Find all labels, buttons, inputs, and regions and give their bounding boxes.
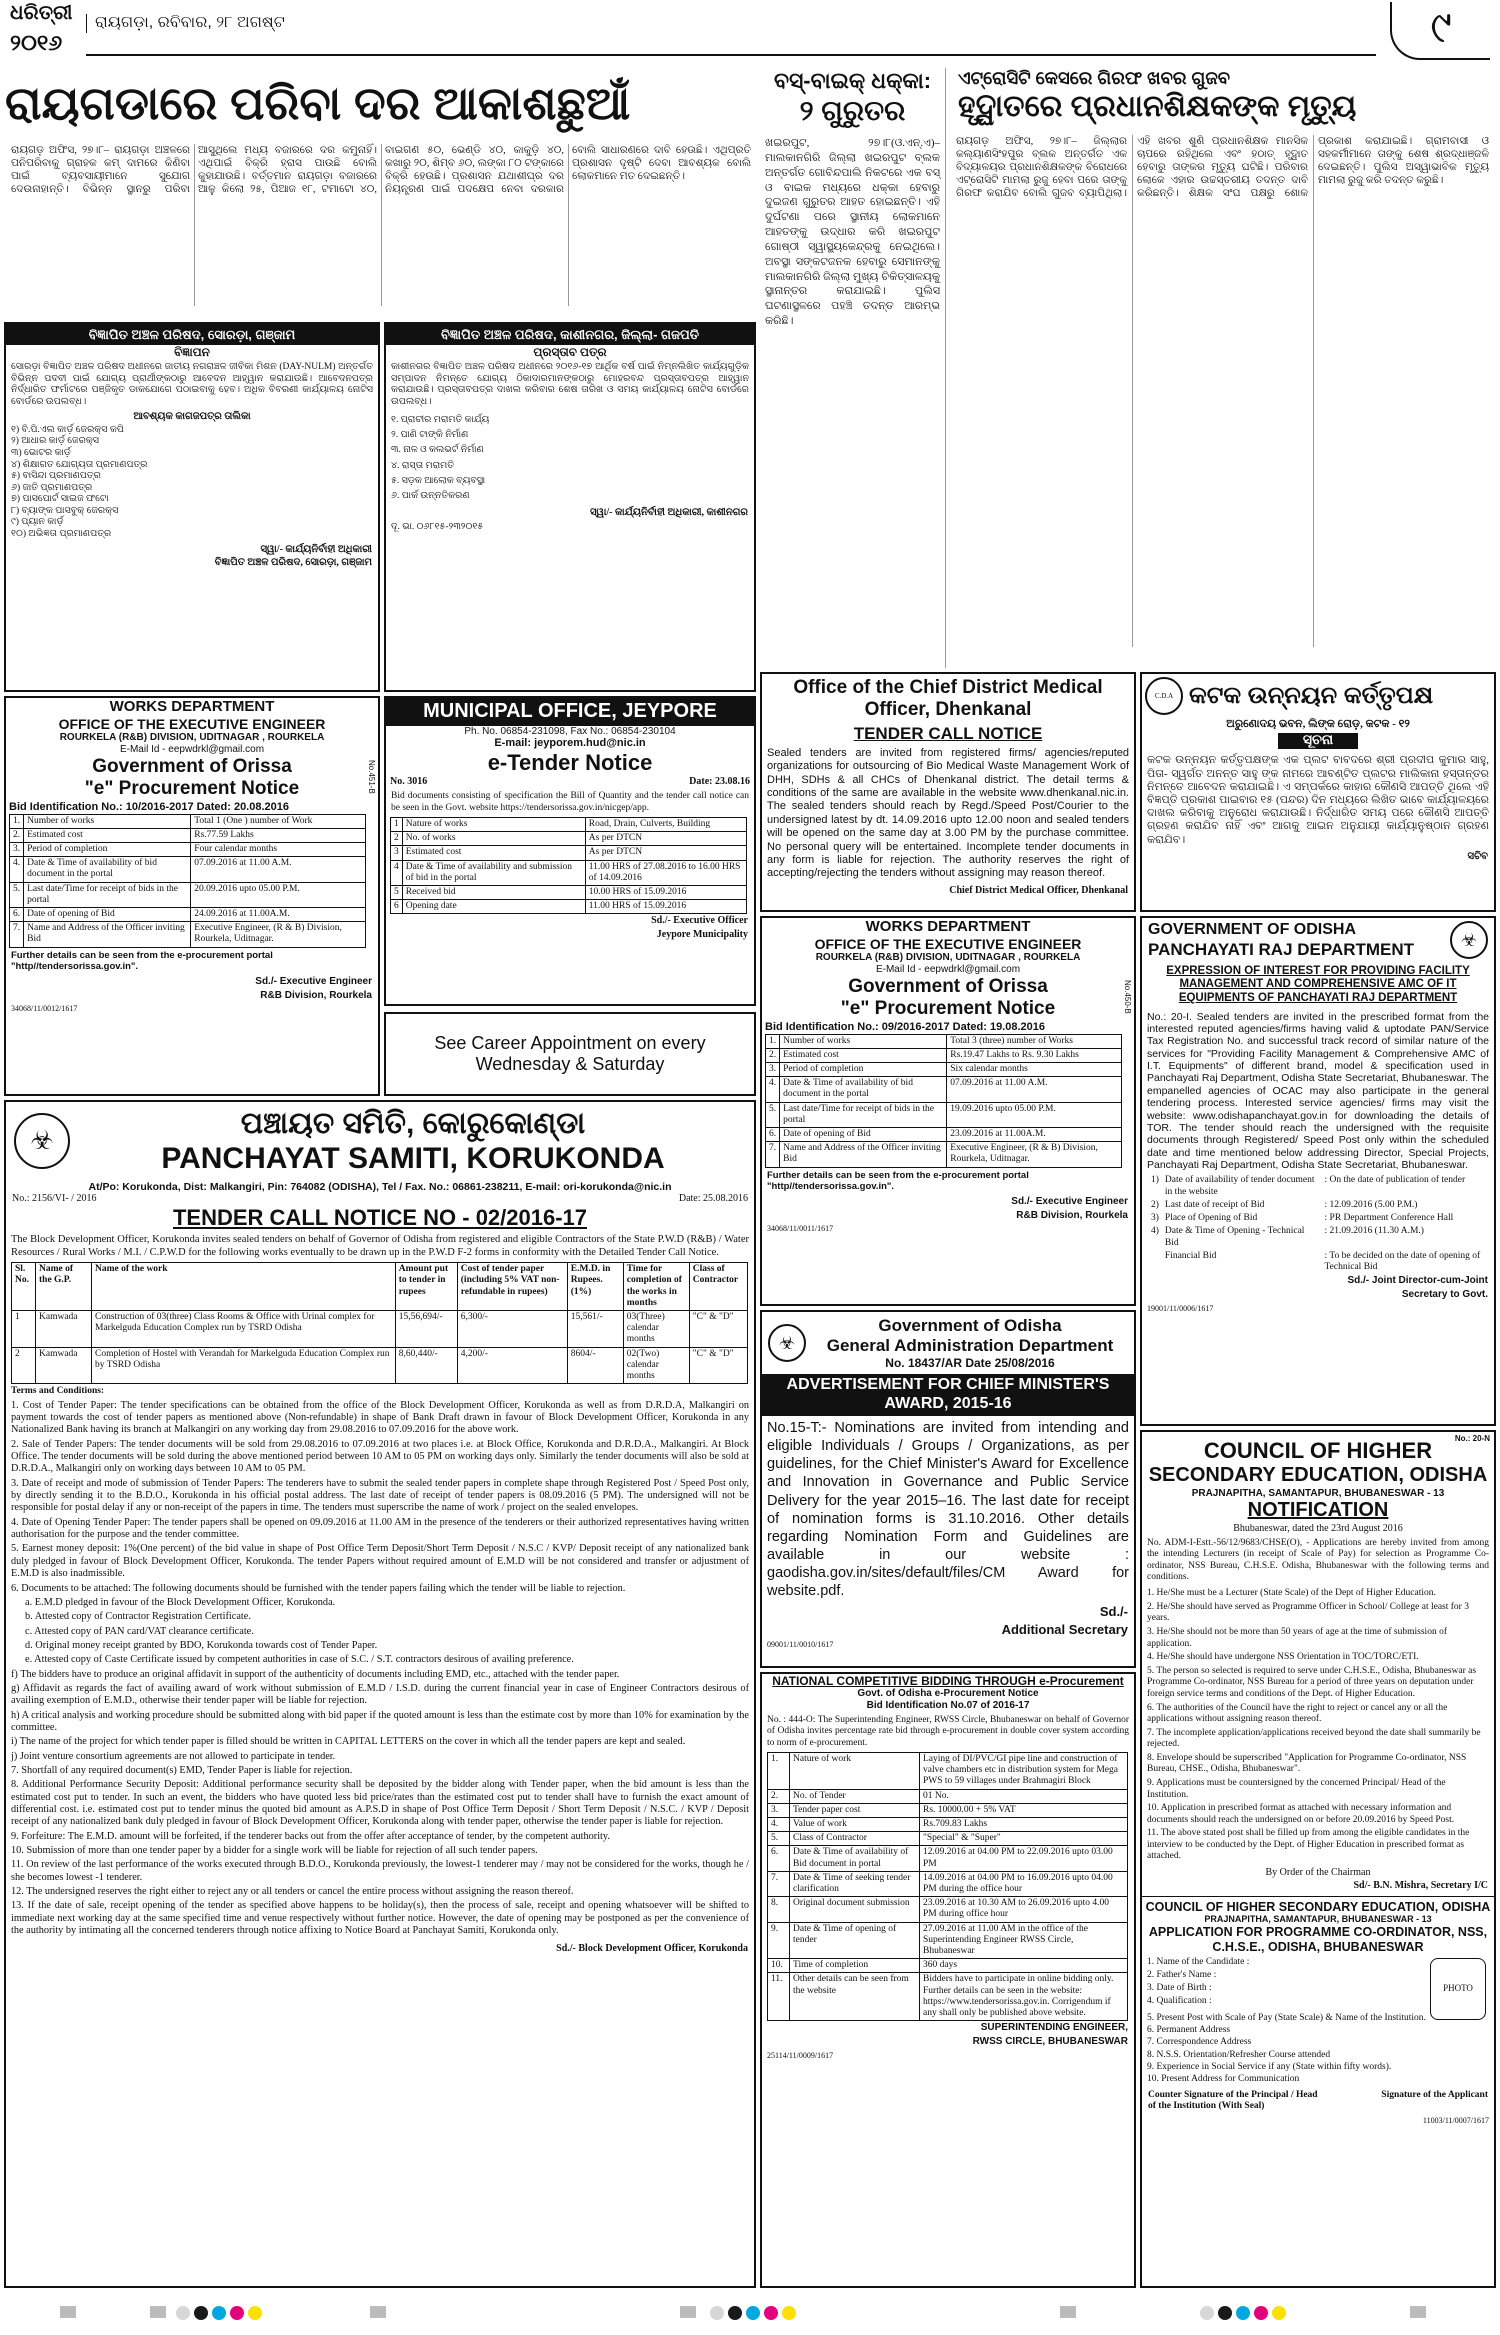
wd2-gov: Government of Orissa xyxy=(848,975,1048,997)
lead-body: ରାୟଗଡ଼ ଅଫିସ, ୨୭।୮– ରାୟଗଡ଼ା ଅଞ୍ଚଳରେ ପନିପରିବାକୁ ଗ୍ରାହକ କମ୍ ଦାମରେ କିଣିବା ପାଇଁ ବ୍ୟବସାୟୀମାନେ ସୁଯୋଗ ଦେଉନାହାନ୍ତି। ବିଭିନ୍ନ ସ୍ଥାନରୁ ପରିବା ଆସୁଥିଲେ ମଧ୍ୟ ବଜାରରେ ଦର କମୁନାହିଁ। ଏଥିପାଇଁ ବିକ୍ରି ହ୍ରାସ ପାଉଛି ବୋଲି କୁହାଯାଉଛି। ବର୍ତ୍ତମାନ ରାୟଗଡ଼ା ବଜାରରେ ଆଳୁ କିଲୋ ୨୫, ପିଆଜ ୧୮, ଟମାଟୋ ୪୦, ବାଇଗଣ ୫୦, ଭେଣ୍ଡି ୪୦, କାକୁଡ଼ି ୪୦, କଖାରୁ ୨୦, ଶିମ୍ବ ୬୦, ଲଙ୍କା ୮୦ ଟଙ୍କାରେ ବିକ୍ରି ହେଉଛି। ପ୍ରଶାସନ ଯଥାଶୀଘ୍ର ଦର ନିୟନ୍ତ୍ରଣ ପାଇଁ ପଦକ୍ଷେପ ନେବା ଦରକାର ବୋଲି ସାଧାରଣରେ ଦାବି ହେଉଛି। ଏଥିପ୍ରତି ପ୍ରଶାସନ ଦୃଷ୍ଟି ଦେବା ଆବଶ୍ୟକ ବୋଲି ଲୋକମାନେ ମତ ଦେଇଛନ୍ତି। xyxy=(11,145,751,196)
jeypore-body: Bid documents consisting of specification the Bill of Quantity and the tender call notice can be seen in the Govt. website https://tendersorissa.gov.in/nicgep/app. xyxy=(391,791,749,813)
korukonda-table xyxy=(11,1262,748,1384)
registration-swatch xyxy=(1236,2306,1250,2320)
form-field: 9. Experience in Social Service if any (State within fifty words). xyxy=(1147,2062,1392,2073)
table-row: 1. Nature of work Laying of DI/PVC/GI pipe line and construction of valve chambers etc in distribution system for Mega PWS to 59 villages under Brahmagiri Block xyxy=(768,1752,1128,1789)
list-item: ୬. ପାର୍କ ଉନ୍ନତିକରଣ xyxy=(391,490,470,501)
gad-dept: General Administration Department xyxy=(826,1336,1114,1356)
lead-headline: ରାୟଗଡାରେ ପରିବା ଦର ଆକାଶଛୁଆଁ xyxy=(5,77,631,129)
table-row: 6. Date of opening of Bid 24.09.2016 at 11.00A.M. xyxy=(10,908,366,922)
term-item: 6. Documents to be attached: The following documents should be furnished with the tender papers failing which the tender will be liable to rejection. xyxy=(11,1582,626,1594)
table-row: 5 Received bid 10.00 HRS of 15.09.2016 xyxy=(391,885,747,899)
registration-swatch xyxy=(194,2306,208,2320)
table-header: Sl. No. Name of the G.P. Name of the work Amount put to tender in rupees Cost of tender paper (including 5% VAT non-refundable in rupees) E.M.D. in Rupees. (1%) Time for completion of the works in months Class of Contractor xyxy=(12,1263,748,1311)
prd-sig2: Secretary to Govt. xyxy=(1401,1288,1488,1300)
table-row: 4 Date & Time of availability and submission of bid in the portal 11.00 HRS of 27.08.2016 to 16.00 HRS of 14.09.2016 xyxy=(391,860,747,885)
term-item: 11. On review of the last performance of the works executed through B.D.O., Korukonda previously, the lowest-1 tenderer may / may not be considered for the works, though he / she becomes lowest -1 tenderer. xyxy=(11,1859,749,1883)
gad-notice xyxy=(760,1310,1136,1668)
chse-tag: No.: 20-N xyxy=(1454,1434,1490,1443)
ncb-code: 25114/11/0009/1617 xyxy=(767,2050,834,2060)
table-row: 4) Date & Time of Opening - Technical Bid : 21.09.2016 (11.30 A.M.) xyxy=(1151,1226,1424,1248)
ganjam-items xyxy=(6,423,378,543)
table-row: 6 Opening date 11.00 HRS of 15.09.2016 xyxy=(391,900,747,914)
chse-dated: Bhubaneswar, dated the 23rd August 2016 xyxy=(1233,1522,1403,1534)
list-item: ୫. ସଡ଼କ ଆଲୋକ ବ୍ୟବସ୍ଥା xyxy=(391,475,486,486)
jeypore-notice-title: e-Tender Notice xyxy=(487,750,653,776)
odisha-emblem-icon: ☣ xyxy=(14,1113,70,1169)
list-item: 10. Application in prescribed format as attached with necessary information and documents should reach the undersigned on or before 20.09.2016 by Speed Post. xyxy=(1147,1803,1455,1825)
list-item: ୧. ପ୍ରାଚୀର ମରାମତି କାର୍ଯ୍ୟ xyxy=(391,415,490,426)
form-field: 4. Qualification : xyxy=(1147,1995,1212,2006)
list-item: 4. He/She should have undergone NSS Orientation in TOC/TORC/ETI. xyxy=(1147,1652,1419,1663)
korukonda-sig: Sd./- Block Development Officer, Korukonda xyxy=(556,1943,748,1955)
jeypore-table xyxy=(390,817,747,914)
wd2-code: 34068/11/0011/1617 xyxy=(767,1224,834,1234)
ncb-notice xyxy=(760,1672,1136,2288)
list-item: 9. Applications must be countersigned by the concerned Principal/ Head of the Institution. xyxy=(1147,1777,1446,1800)
chse-items xyxy=(1142,1586,1494,1867)
registration-swatch xyxy=(764,2306,778,2320)
cda-logo: C.D.A xyxy=(1145,677,1183,715)
wd2-table xyxy=(765,1034,1122,1168)
term-item: 13. If the date of sale, receipt opening of the tender as specified above happens to be holiday(s), then the process of sale, receipt and opening whatsoever will be shifted to immediate next working day at the same specified time and venue respectively without further notice. However, the date of opening may be postponed as per the convenience of the authority by intimating all the concerned tenderers through notice affixing to Notice Board at Panchayat Samiti, Korukonda only. xyxy=(11,1900,749,1937)
ganjam-sig1: ସ୍ୱା/- କାର୍ଯ୍ୟନିର୍ବାହୀ ଅଧିକାରୀ xyxy=(260,543,372,555)
cdmo-sig: Chief District Medical Officer, Dhenkanal xyxy=(949,884,1128,896)
list-item: 1. He/She must be a Lecturer (State Scale) of the Dept of Higher Education. xyxy=(1147,1588,1436,1599)
table-row: 2 No. of works As per DTCN xyxy=(391,832,747,846)
jeypore-notice xyxy=(384,696,756,1006)
chse-code: 11003/11/0007/1617 xyxy=(1422,2116,1489,2126)
gajapati-contact: ଦୂ. ଭା. ୦୬୮୧୫-୨୩୨୦୧୫ xyxy=(391,521,484,532)
table-row: 7. Name and Address of the Officer inviting Bid Executive Engineer, (R & B) Division, Rourkela, Uditnagar. xyxy=(10,922,366,947)
cdmo-body: Sealed tenders are invited from registered firms/ agencies/reputed organizations for outsourcing of Bio Medical Waste Management Work of DHH, SDHs & all CHCs of Dhenkanal district. The detail terms & conditions of the same are available in the website www.dhenkanal.nic.in. The sealed tenders should reach by Regd./Speed Post/Courier to the undersigned latest by dt. 14.09.2016 upto 12.00 noon and sealed tenders will be opened on the same day at 3.00 PM by the purchase committee. No personal query will be entertained. Incomplete tender documents in any form is liable for rejection. The authority reserves the right of accepting/rejecting the tenders without assigning may reason thereof. xyxy=(767,746,1129,880)
gray-bar xyxy=(680,2306,696,2318)
term-item: 2. Sale of Tender Papers: The tender documents will be sold from 29.08.2016 to 07.09.2016 at two places i.e. at Block Office, Korukonda and D.R.D.A., Malkangiri. At Block Office. The tender documents will be sold during the above mentioned period between 10 AM to 05 PM on working days only. Similarly the tender documents will also be sold at D.R.D.A., Malkangiri only on working days between 10 AM to 05 PM. xyxy=(11,1438,749,1475)
wd2-vertical-code: No.450-B xyxy=(1123,980,1132,1014)
list-item: ୨) ଆଧାର କାର୍ଡ଼ ଜେରକ୍ସ xyxy=(11,436,99,447)
jeypore-sig2: Jeypore Municipality xyxy=(656,929,748,941)
wd2-dept: WORKS DEPARTMENT xyxy=(865,918,1031,935)
wd2-office: OFFICE OF THE EXECUTIVE ENGINEER xyxy=(814,935,1082,952)
ncb-sub: Govt. of Odisha e-Procurement Notice xyxy=(857,1688,1039,1700)
form-field: 10. Present Address for Communication xyxy=(1147,2074,1300,2085)
cdmo-subtitle: TENDER CALL NOTICE xyxy=(853,723,1043,743)
wd1-addr: ROURKELA (R&B) DIVISION, UDITNAGAR , ROURKELA xyxy=(59,732,325,744)
career-box xyxy=(384,1012,756,1096)
cda-address: ଅରୁଣୋଦୟ ଭବନ, ଲିଙ୍କ ରୋଡ଼, କଟକ - ୧୨ xyxy=(1226,718,1410,730)
atrocity-story xyxy=(950,68,1495,668)
chse-fields-2 xyxy=(1142,2010,1494,2088)
wd2-sig1: Sd./- Executive Engineer xyxy=(1011,1195,1128,1207)
term-item: 5. Earnest money deposit: 1%(One percent) of the bid value in shape of Post Office Term Deposit/Short Term Deposit / N.S.C / KVP/ Deposit receipt of any nationalized bank duly pledged in favour of Block Development Officer, Korukonda. The tender Papers without required amount of E.M.D will be not considered and transfer or adjustment of E.M.D is also inadmissible. xyxy=(11,1543,749,1580)
cda-subtitle: ସୂଚନା xyxy=(1278,733,1358,750)
cdmo-notice xyxy=(760,672,1136,912)
jeypore-email: E-mail: jeyporem.hud@nic.in xyxy=(494,737,646,750)
form-field: 5. Present Post with Scale of Pay (State Scale) & Name of the Institution. xyxy=(1147,2012,1426,2023)
prd-notice xyxy=(1140,916,1496,1426)
table-row: 6. Date of opening of Bid 23.09.2016 at 11.00A.M. xyxy=(766,1128,1122,1142)
ganjam-subhead: ବିଜ୍ଞାପନ xyxy=(174,345,210,360)
term-item: c. Attested copy of PAN card/VAT clearance certificate. xyxy=(25,1625,254,1637)
gajapati-header: ବିଜ୍ଞାପିତ ଅଞ୍ଚଳ ପରିଷଦ, କାଶୀନଗର, ଜିଲ୍ଲା- ଗଜପତି xyxy=(386,324,754,345)
gad-code: 09001/11/0010/1617 xyxy=(767,1639,834,1649)
list-item: 11. The above stated post shall be filled up from among the eligible candidates in the interview to be conducted by the Dept. of Higher Education in prescribed format as attached. xyxy=(1147,1828,1470,1862)
cda-title: କଟକ ଉନ୍ନୟନ କର୍ତ୍ତୃପକ୍ଷ xyxy=(1189,681,1434,709)
photo-box: PHOTO xyxy=(1430,1958,1486,2020)
list-item: ୫) ବାସିନ୍ଦା ପ୍ରମାଣପତ୍ର xyxy=(11,471,101,482)
ncb-sig1: SUPERINTENDING ENGINEER, xyxy=(980,2022,1128,2034)
career-line-1: See Career Appointment on every xyxy=(434,1032,706,1053)
wd1-email: E-Mail Id - eepwdrkl@gmail.com xyxy=(119,744,265,755)
korukonda-odia-title: ପଞ୍ଚାୟତ ସମିତି, କୋରୁକୋଣ୍ଡା xyxy=(240,1107,586,1140)
korukonda-addr: At/Po: Korukonda, Dist: Malkangiri, Pin: 764082 (ODISHA), Tel / Fax. No.: 06861-238211, E-mail: ori-korukonda@nic.in xyxy=(88,1180,672,1193)
ganjam-sig2: ବିଜ୍ଞାପିତ ଅଞ୍ଚଳ ପରିଷଦ, ସୋରଡ଼ା, ଗଞ୍ଜାମ xyxy=(214,557,372,569)
gajapati-subhead: ପ୍ରସ୍ତାବ ପତ୍ର xyxy=(533,345,607,360)
term-item: 12. The undersigned reserves the right either to reject any or all tenders or cancel the entire process without assigning the reason thereof. xyxy=(11,1886,574,1898)
cda-notice xyxy=(1140,672,1496,912)
jeypore-title: MUNICIPAL OFFICE, JEYPORE xyxy=(386,698,754,726)
wd2-email: E-Mail Id - eepwdrkl@gmail.com xyxy=(875,964,1021,975)
works-dept-notice-2 xyxy=(760,916,1136,1306)
prd-body: No.: 20-I. Sealed tenders are invited in the prescribed format from the interested reputed agencies/firms having valid & uptodate PAN/Service Tax Registration No. and successful track record of similar nature of the services for "Providing Facility Management & Comprehensive AMC of I.T. Equipments" of different brand, model & specification used in Panchayati Raj Department, Odisha State Secretariat, Bhubaneswar. The empanelled agencies of OCAC may also participate in the general tendering process. Interested service agencies/ firms may visit the website: www.odishapanchayat.gov.in for downloading the details of TOR. The tender should reach the undersigned with the requisite documents through Registered/ Speed Post only within the scheduled date and time mentioned below addressing Director, Special Projects, Panchayati Raj Department, Odisha State Secretariat, Bhubaneswar. xyxy=(1147,1010,1489,1172)
jeypore-no: No. 3016 xyxy=(390,776,428,788)
table-row: 2) Last date of receipt of Bid : 12.09.2016 (5.00 P.M.) xyxy=(1151,1199,1418,1210)
page-number: ୯ xyxy=(1390,2,1490,60)
list-item: ୩. ନାଳ ଓ କଲଭର୍ଟ ନିର୍ମାଣ xyxy=(391,445,484,456)
odisha-emblem-icon: ☣ xyxy=(1450,921,1488,959)
form-field: 8. N.S.S. Orientation/Refresher Course attended xyxy=(1147,2049,1331,2060)
gray-bar xyxy=(150,2306,166,2318)
odisha-emblem-icon: ☣ xyxy=(768,1324,806,1362)
list-item: ୯) ପ୍ୟାନ କାର୍ଡ଼ xyxy=(11,517,64,528)
term-item: g) Affidavit as regards the fact of availing award of work without submission of E.M.D / I.S.D. during the current financial year in case of Engineer Contractors desirous of availing exemption of E.M.D., otherwise their tender paper will be liable for rejection. xyxy=(11,1682,749,1707)
table-row: 5. Last date/Time for receipt of bids in the portal 19.09.2016 upto 05.00 P.M. xyxy=(766,1102,1122,1127)
list-item: ୨. ପାଣି ଟାଙ୍କି ନିର୍ମାଣ xyxy=(391,430,469,441)
wd1-table xyxy=(9,814,366,948)
table-row: Financial Bid : To be decided on the date of opening of Technical Bid xyxy=(1164,1250,1481,1272)
gad-no: No. 18437/AR Date 25/08/2016 xyxy=(885,1356,1055,1371)
brand-logo: ଧରିତ୍ରୀ xyxy=(10,2,73,24)
table-row: 3. Tender paper cost Rs. 10000.00 + 5% VAT xyxy=(768,1803,1128,1817)
korukonda-terms xyxy=(6,1400,754,1943)
ncb-bidno: Bid Identification No.07 of 2016-17 xyxy=(866,1699,1030,1711)
dateline: ରାୟଗଡ଼ା, ରବିବାର, ୨୮ ଅଗଷ୍ଟ xyxy=(86,14,386,33)
term-item: h) A critical analysis and working procedure should be submitted along with bid paper if the quoted amount is less than the estimate cost by more than 10% for examination by the committee. xyxy=(11,1709,749,1733)
list-item: ୪. ରାସ୍ତା ମରାମତି xyxy=(391,460,455,471)
ganjam-notice xyxy=(4,322,380,692)
table-row: 2 Kamwada Completion of Hostel with Verandah for Markelguda Education Complex run by TSRD Odisha 8,60,440/- 4,200/- 8604/- 02(Two) calendar months "C" & "D" xyxy=(12,1347,748,1384)
term-item: 7. Shortfall of any required document(s) EMD, Tender Paper is liable for rejection. xyxy=(11,1764,353,1776)
wd1-sig1: Sd./- Executive Engineer xyxy=(255,975,372,987)
wd2-sig2: R&B Division, Rourkela xyxy=(1016,1209,1128,1221)
list-item: ୪) ଶିକ୍ଷାଗତ ଯୋଗ୍ୟତା ପ୍ରମାଣପତ୍ର xyxy=(11,459,148,470)
ncb-title: NATIONAL COMPETITIVE BIDDING THROUGH e-Procurement xyxy=(772,1674,1124,1688)
table-row: 2. Estimated cost Rs.19.47 Lakhs to Rs. 9.30 Lakhs xyxy=(766,1048,1122,1062)
table-row: 1) Date of availability of tender document in the website : On the date of publication of tender xyxy=(1151,1175,1466,1197)
wd1-notice: "e" Procurement Notice xyxy=(84,778,300,800)
wd1-dept: WORKS DEPARTMENT xyxy=(109,698,275,715)
registration-swatch xyxy=(710,2306,724,2320)
term-item: f) The bidders have to produce an original affidavit in support of the authenticity of documents including EMD, etc., attached with the tender paper. xyxy=(11,1668,620,1680)
table-row: 8. Original document submission 23.09.2016 at 10.30 AM to 26.09.2016 upto 4.00 PM during office hour xyxy=(768,1897,1128,1922)
atrocity-body: ରାୟଗଡ଼ ଅଫିସ, ୨୭।୮– ଜିଲ୍ଲାର କଲ୍ୟାଣସିଂହପୁର ବ୍ଲକ ଅନ୍ତର୍ଗତ ଏକ ବିଦ୍ୟାଳୟର ପ୍ରଧାନଶିକ୍ଷକଙ୍କ ବିରୋଧରେ ଏଟ୍ରୋସିଟି ମାମଲା ରୁଜୁ ହେବା ପରେ ତାଙ୍କୁ ଗିରଫ କରାଯିବ ବୋଲି ଗୁଜବ ବ୍ୟାପିଥିଲା। ଏହି ଖବର ଶୁଣି ପ୍ରଧାନଶିକ୍ଷକ ମାନସିକ ଚାପରେ ରହିଥିଲେ ଏବଂ ହଠାତ୍ ହୃଦ୍ଘାତ ହେବାରୁ ତାଙ୍କର ମୃତ୍ୟୁ ଘଟିଛି। ପରିବାର ଲୋକେ ଏହାର ଉଚ୍ଚସ୍ତରୀୟ ତଦନ୍ତ ଦାବି କରିଛନ୍ତି। ଶିକ୍ଷକ ସଂଘ ପକ୍ଷରୁ ଶୋକ ପ୍ରକାଶ କରାଯାଇଛି। ଗ୍ରାମବାସୀ ଓ ସହକର୍ମୀମାନେ ତାଙ୍କୁ ଶେଷ ଶ୍ରଦ୍ଧାଞ୍ଜଳି ଦେଇଛନ୍ତି। ପୁଲିସ ଅସ୍ୱାଭାବିକ ମୃତ୍ୟୁ ମାମଲା ରୁଜୁ କରି ତଦନ୍ତ କରୁଛି। xyxy=(956,135,1489,200)
term-item: i) The name of the project for which tender paper is filled should be written in CAPITAL LETTERS on the cover in which all the tender papers are kept and sealed. xyxy=(11,1736,686,1748)
works-dept-notice-1 xyxy=(4,696,380,1096)
prd-table xyxy=(1148,1174,1486,1274)
wd2-addr: ROURKELA (R&B) DIVISION, UDITNAGAR , ROURKELA xyxy=(815,952,1081,964)
masthead-rule xyxy=(86,54,1376,56)
term-item: j) Joint venture consortium agreements are not allowed to participate in tender. xyxy=(11,1750,336,1762)
table-row: 7. Name and Address of the Officer inviting Bid Executive Engineer, (R & B) Division, Rourkela, Uditnagar. xyxy=(766,1142,1122,1167)
brand-year: ୨୦୧୬ xyxy=(10,30,63,55)
list-item: 8. Envelope should be superscribed "Application for Programme Co-ordinator, NSS Bureau, CHSE., Odisha, Bhubaneswar". xyxy=(1147,1752,1467,1775)
korukonda-notice xyxy=(4,1100,756,2288)
gajapati-body: କାଶୀନଗର ବିଜ୍ଞାପିତ ଅଞ୍ଚଳ ପରିଷଦ ଅଧୀନରେ ୨୦୧୬-୧୭ ଆର୍ଥିକ ବର୍ଷ ପାଇଁ ନିମ୍ନଲିଖିତ କାର୍ଯ୍ୟଗୁଡ଼ିକ ସମ୍ପାଦନ ନିମନ୍ତେ ଯୋଗ୍ୟ ଠିକାଦାରମାନଙ୍କଠାରୁ ମୋହରବନ୍ଦ ପ୍ରସ୍ତାବପତ୍ର ଆହ୍ୱାନ କରାଯାଉଛି। ପ୍ରସ୍ତାବପତ୍ର ଦାଖଲ କରିବାର ଶେଷ ତାରିଖ ଓ ସମୟ କାର୍ଯ୍ୟାଳୟ ନୋଟିସ ବୋର୍ଡରେ ଉପଲବ୍ଧ। xyxy=(391,362,749,407)
korukonda-date: Date: 25.08.2016 xyxy=(678,1193,748,1205)
list-item: 3. He/She should not be more than 50 years of age at the time of submission of application. xyxy=(1147,1627,1447,1649)
table-row: 1 Nature of works Road, Drain, Culverts, Building xyxy=(391,817,747,831)
table-row: 3. Period of completion Four calendar months xyxy=(10,842,366,856)
list-item: ୭) ପାସପୋର୍ଟ ସାଇଜ ଫଟୋ xyxy=(11,494,109,505)
masthead xyxy=(0,0,1500,64)
prd-dept: PANCHAYATI RAJ DEPARTMENT xyxy=(1148,939,1415,959)
prd-gov: GOVERNMENT OF ODISHA xyxy=(1148,921,1357,938)
cda-body: କଟକ ଉନ୍ନୟନ କର୍ତ୍ତୃପକ୍ଷଙ୍କ ଏକ ପ୍ଲଟ ବାବଦରେ ଶ୍ରୀ ପ୍ରଦୀପ କୁମାର ସାହୁ, ପିତା- ସ୍ୱର୍ଗତ ଅନନ୍ତ ସାହୁ ଙ୍କ ନାମରେ ଆବଣ୍ଟିତ ପ୍ଲଟର ମାଲିକାନା ହସ୍ତାନ୍ତର ନିମନ୍ତେ ଆବେଦନ କରାଯାଇଛି। ଏ ସମ୍ପର୍କରେ କାହାର କୌଣସି ଆପତ୍ତି ଥିଲେ ଏହି ବିଜ୍ଞପ୍ତି ପ୍ରକାଶ ପାଇବାର ୧୫ (ପନ୍ଦର) ଦିନ ମଧ୍ୟରେ ଲିଖିତ ଭାବେ କାର୍ଯ୍ୟାଳୟରେ ଦାଖଲ କରିବାକୁ ଅନୁରୋଧ କରାଯାଉଛି। ନିର୍ଦ୍ଧାରିତ ସମୟ ପରେ କୌଣସି ଆପତ୍ତି ଗ୍ରହଣ କରାଯିବ ନାହିଁ ଏବଂ ଆଗକୁ ଆଇନ ଅନୁଯାୟୀ କାର୍ଯ୍ୟାନୁଷ୍ଠାନ ଗ୍ରହଣ କରାଯିବ। xyxy=(1147,754,1489,846)
gray-bar xyxy=(370,2306,386,2318)
term-item: 3. Date of receipt and mode of submission of Tender Papers: The tenderers have to submit the sealed tender papers in complete shape through Registered Post / Speed Post only, by directly sending it to the B.D.O., Korukonda in his official postal address. The last date of receipt of tender papers is 08.09.2016 (5 PM). The undersigned will not be responsible for postal delay if any or non-receipt of the papers in time. The tenders must superscribe the name of work / project on the sealed envelopes. xyxy=(11,1477,749,1514)
list-item: ୩) ଭୋଟର କାର୍ଡ଼ xyxy=(11,448,71,458)
korukonda-notice-title: TENDER CALL NOTICE NO - 02/2016-17 xyxy=(172,1204,588,1230)
term-item: d. Original money receipt granted by BDO, Korukonda towards cost of Tender Paper. xyxy=(25,1639,378,1651)
list-item: ୧) ବି.ପି.ଏଲ କାର୍ଡ଼ ଜେରକ୍ସ କପି xyxy=(11,424,124,435)
chse-notif: NOTIFICATION xyxy=(1247,1499,1389,1522)
list-item: ୧୦) ଅଭିଜ୍ଞତା ପ୍ରମାଣପତ୍ର xyxy=(11,529,112,540)
wd1-code: 34068/11/0012/1617 xyxy=(11,1004,78,1014)
cda-sig: ସଚିବ xyxy=(1467,850,1488,862)
list-item: 6. The authorities of the Council have the right to reject or cancel any or all the applications without assigning reason thereof. xyxy=(1147,1702,1448,1725)
prd-code: 19001/11/0006/1617 xyxy=(1147,1303,1214,1313)
ganjam-header: ବିଜ୍ଞାପିତ ଅଞ୍ଚଳ ପରିଷଦ, ସୋରଡ଼ା, ଗଞ୍ଜାମ xyxy=(6,324,378,345)
chse-form-head-2: APPLICATION FOR PROGRAMME CO-ORDINATOR, NSS, C.H.S.E., ODISHA, BHUBANESWAR xyxy=(1148,1924,1488,1954)
table-row: 5. Last date/Time for receipt of bids in the portal 20.09.2016 upto 05.00 P.M. xyxy=(10,882,366,907)
wd1-vertical-code: No.451-B xyxy=(367,760,376,794)
chse-title-1: COUNCIL OF HIGHER xyxy=(1203,1438,1433,1463)
jeypore-phone: Ph. No. 06854-231098, Fax No.: 06854-230104 xyxy=(464,725,676,737)
registration-swatch xyxy=(248,2306,262,2320)
registration-swatch xyxy=(230,2306,244,2320)
term-item: 1. Cost of Tender Paper: The tender specifications can be obtained from the office of the Block Development Officer, Korukonda as well as from D.R.D.A, Malkangiri on payment towards the cost of tender papers as mentioned above (Non-refundable) in shape of Bank Draft drawn in favour of Block Development Officer, Korukonda in any Nationalized Bank having its branch at Malkangiri on any working day from 29.08.2016 to 07.09.2016 for the above work. xyxy=(11,1399,749,1436)
term-item: b. Attested copy of Contractor Registration Certificate. xyxy=(25,1611,251,1623)
chse-addr: PRAJNAPITHA, SAMANTAPUR, BHUBANESWAR - 13 xyxy=(1191,1487,1445,1499)
prd-sig1: Sd./- Joint Director-cum-Joint xyxy=(1347,1275,1488,1287)
wd1-further: Further details can be seen from the e-procurement portal "http//tendersorissa.gov.in". xyxy=(11,949,273,973)
table-row: 4. Date & Time of availability of bid document in the portal 07.09.2016 at 11.00 A.M. xyxy=(766,1077,1122,1102)
registration-swatch xyxy=(1200,2306,1214,2320)
table-row: 3. Period of completion Six calendar months xyxy=(766,1062,1122,1076)
registration-swatch xyxy=(1272,2306,1286,2320)
table-row: 2. Estimated cost Rs.77.59 Lakhs xyxy=(10,828,366,842)
cdmo-title: Office of the Chief District Medical Officer, Dhenkanal xyxy=(793,677,1103,720)
table-row: 1. Number of works Total 1 (One ) number of Work xyxy=(10,814,366,828)
career-line-2: Wednesday & Saturday xyxy=(475,1054,665,1074)
gad-gov: Government of Odisha xyxy=(878,1316,1062,1335)
registration-swatch xyxy=(728,2306,742,2320)
registration-swatch xyxy=(782,2306,796,2320)
jeypore-sig1: Sd./- Executive Officer xyxy=(651,915,748,927)
jeypore-date: Date: 23.08.16 xyxy=(689,776,750,788)
chse-notice xyxy=(1140,1430,1496,2288)
wd1-office: OFFICE OF THE EXECUTIVE ENGINEER xyxy=(58,715,326,732)
bus-headline: ବସ୍-ବାଇକ୍ ଧକ୍କା: xyxy=(773,68,932,93)
list-item: 7. The incomplete application/applications received beyond the date shall summarily be rejected. xyxy=(1147,1727,1481,1750)
form-field: 2. Father's Name : xyxy=(1147,1970,1217,1981)
form-field: 7. Correspondence Address xyxy=(1147,2037,1252,2048)
registration-swatch xyxy=(1254,2306,1268,2320)
gajapati-sig: ସ୍ୱା/- କାର୍ଯ୍ୟନିର୍ବାହୀ ଅଧିକାରୀ, କାଶୀନଗର xyxy=(590,507,748,519)
wd2-notice: "e" Procurement Notice xyxy=(840,998,1056,1020)
atrocity-headline: ହୃଦ୍ଘାତରେ ପ୍ରଧାନଶିକ୍ଷକଙ୍କ ମୃତ୍ୟୁ xyxy=(958,90,1357,124)
ncb-body: No. : 444-O: The Superintending Engineer, RWSS Circle, Bhubaneswar on behalf of Governor of Odisha invites percentage rate bid through e-procurement in double cover system according to norm of e-procurement. xyxy=(767,1714,1129,1748)
chse-order: By Order of the Chairman xyxy=(1265,1867,1371,1879)
wd2-bid: Bid Identification No.: 09/2016-2017 Dated: 19.08.2016 xyxy=(765,1020,1046,1033)
table-row: 4. Value of work Rs.709.83 Lakhs xyxy=(768,1817,1128,1831)
prd-eoi: EXPRESSION OF INTEREST FOR PROVIDING FACILITY MANAGEMENT AND COMPREHENSIVE AMC OF IT EQUIPMENTS OF PANCHAYATI RAJ DEPARTMENT xyxy=(1166,964,1470,1005)
ganjam-body: ସୋରଡ଼ା ବିଜ୍ଞାପିତ ଅଞ୍ଚଳ ପରିଷଦ ଅଧୀନରେ ଜାତୀୟ ନଗରାଞ୍ଚଳ ଜୀବିକା ମିଶନ (DAY-NULM) ଅନ୍ତର୍ଗତ ବିଭିନ୍ନ ପଦବୀ ପାଇଁ ଯୋଗ୍ୟ ପ୍ରାର୍ଥୀଙ୍କଠାରୁ ଆବେଦନ ଆହ୍ୱାନ କରାଯାଉଛି। ଆବେଦନପତ୍ର ନିର୍ଦ୍ଧାରିତ ଫର୍ମାଟରେ ପଞ୍ଜିକୃତ ଡାକଯୋଗେ ପଠାଇବାକୁ ହେବ। ଅଧିକ ବିବରଣୀ କାର୍ଯ୍ୟାଳୟ ନୋଟିସ ବୋର୍ଡରେ ଉପଲବ୍ଧ। xyxy=(11,362,373,407)
term-item: 4. Date of Opening Tender Paper: The tender papers shall be opened on 09.09.2016 at 11.00 AM in the presence of the tenderers or their authorized representatives having written authorisation for the purpose and the tender committee. xyxy=(11,1516,749,1541)
bus-body: ଖଇରପୁଟ, ୨୭।୮(ଓ.ଏନ୍.ଏ)– ମାଲକାନଗିରି ଜିଲ୍ଲା ଖଇରପୁଟ ବ୍ଲକ ଅନ୍ତର୍ଗତ ଗୋବିନ୍ଦପାଲି ନିକଟରେ ଏକ ବସ୍ ଓ ବାଇକ ମଧ୍ୟରେ ଧକ୍କା ହେବାରୁ ଦୁଇଜଣ ଗୁରୁତର ଆହତ ହୋଇଛନ୍ତି। ଏହି ଦୁର୍ଘଟଣା ପରେ ସ୍ଥାନୀୟ ଲୋକମାନେ ଆହତଙ୍କୁ ଉଦ୍ଧାର କରି ଖଇରପୁଟ ଗୋଷ୍ଠୀ ସ୍ୱାସ୍ଥ୍ୟକେନ୍ଦ୍ରକୁ ନେଇଥିଲେ। ଅବସ୍ଥା ସଙ୍କଟଜନକ ହେବାରୁ ସେମାନଙ୍କୁ ମାଲକାନଗିରି ଜିଲ୍ଲା ମୁଖ୍ୟ ଚିକିତ୍ସାଳୟକୁ ସ୍ଥାନାନ୍ତର କରାଯାଇଛି। ପୁଲିସ ଘଟଣାସ୍ଥଳରେ ପହଞ୍ଚି ତଦନ୍ତ ଆରମ୍ଭ କରିଛି। xyxy=(765,136,940,328)
gray-bar xyxy=(1410,2306,1426,2318)
list-item: ୬) ଜାତି ପ୍ରମାଣପତ୍ର xyxy=(11,482,93,493)
table-row: 1. Number of works Total 3 (three) number of Works xyxy=(766,1034,1122,1048)
chse-sign-left: Counter Signature of the Principal / Head of the Institution (With Seal) xyxy=(1148,2089,1318,2111)
gajapati-notice xyxy=(384,322,756,692)
registration-marks xyxy=(0,2296,1500,2332)
gray-bar xyxy=(1060,2306,1076,2318)
korukonda-title: PANCHAYAT SAMITI, KORUKONDA xyxy=(161,1142,665,1176)
list-item: ୮) ବ୍ୟାଙ୍କ ପାସବୁକ୍ ଜେରକ୍ସ xyxy=(11,505,119,516)
gajapati-items xyxy=(386,411,754,506)
wd1-sig2: R&B Division, Rourkela xyxy=(260,989,372,1001)
gad-sig1: Sd./- xyxy=(1099,1604,1128,1620)
list-item: 5. The person so selected is required to serve under C.H.S.E., Odisha, Bhubaneswar as Programme Co-ordinator, NSS Bureau for a period of three years on deputation under foreign service terms and conditions of the Dept. of Higher Education. xyxy=(1147,1665,1477,1699)
form-field: 6. Permanent Address xyxy=(1147,2025,1231,2036)
chse-body: No. ADM-I-Estt.-56/12/9683/CHSE(O), - Applications are hereby invited from among the intending Lecturers (in receipt of Scale of Pay) for selection as Programme Co-ordinator, NSS Bureau, C.H.S.E. Odisha, Bhubaneswar with the following terms and conditions. xyxy=(1147,1537,1489,1582)
table-row: 9. Date & Time of opening of tender 27.09.2016 at 11.00 AM in the office of the Superintending Engineer RWSS Circle, Bhubaneswar xyxy=(768,1922,1128,1959)
table-row: 1 Kamwada Construction of 03(three) Class Rooms & Office with Urinal complex for Markelguda Education Complex run by TSRD Odisha 15,56,694/- 6,300/- 15,561/- 03(Three) calendar months "C" & "D" xyxy=(12,1310,748,1347)
ncb-table xyxy=(767,1752,1128,2021)
table-row: 10. Time of completion 360 days xyxy=(768,1959,1128,1973)
table-row: 5. Class of Contractor "Special" & "Super" xyxy=(768,1832,1128,1846)
form-field: 1. Name of the Candidate : xyxy=(1147,1957,1250,1968)
gray-bar xyxy=(60,2306,76,2318)
ncb-sig2: RWSS CIRCLE, BHUBANESWAR xyxy=(972,2035,1128,2047)
term-item: 10. Submission of more than one tender paper by a bidder for a single work will be liable for rejection of all such tender papers. xyxy=(11,1845,538,1857)
chse-title-2: SECONDARY EDUCATION, ODISHA xyxy=(1148,1463,1488,1486)
list-item: 2. He/She should have served as Programme Officer in School/ College at least for 3 years. xyxy=(1147,1601,1469,1624)
gad-sig2: Additional Secretary xyxy=(1001,1621,1128,1637)
lead-story xyxy=(5,68,757,318)
korukonda-no: No.: 2156/VI- / 2016 xyxy=(12,1193,97,1205)
korukonda-terms-head: Terms and Conditions: xyxy=(11,1386,105,1397)
bus-story xyxy=(760,68,946,668)
term-item: 9. Forfeiture: The E.M.D. amount will be forfeited, if the tenderer backs out from the offer after acceptance of tender, by the competent authority. xyxy=(11,1830,610,1842)
registration-swatch xyxy=(746,2306,760,2320)
table-row: 3 Estimated cost As per DTCN xyxy=(391,846,747,860)
wd1-bid: Bid Identification No.: 10/2016-2017 Dated: 20.08.2016 xyxy=(9,800,290,813)
registration-swatch xyxy=(1218,2306,1232,2320)
wd2-further: Further details can be seen from the e-procurement portal "http//tendersorissa.gov.in". xyxy=(767,1169,1029,1193)
table-row: 11. Other details can be seen from the website Bidders have to participate in online bidding only. Further details can be seen in the website: https://www.tendersorissa.gov.in. Corrigendum if any shall only be published above website. xyxy=(768,1973,1128,2021)
form-field: 3. Date of Birth : xyxy=(1147,1983,1212,1994)
bus-headline-2: ୨ ଗୁରୁତର xyxy=(799,94,906,126)
chse-sig: Sd/- B.N. Mishra, Secretary I/C xyxy=(1353,1879,1488,1891)
table-row: 3) Place of Opening of Bid : PR Department Conference Hall xyxy=(1151,1213,1454,1224)
ganjam-sub2: ଆବଶ୍ୟକ କାଗଜପତ୍ର ତାଲିକା xyxy=(133,411,251,423)
registration-swatch xyxy=(212,2306,226,2320)
atrocity-kicker: ଏଟ୍ରୋସିଟି କେସରେ ଗିରଫ ଖବର ଗୁଜବ xyxy=(958,68,1231,88)
korukonda-intro: The Block Development Officer, Korukonda invites sealed tenders on behalf of Governor of Odisha from registered and eligible Contractors of the State P.W.D (R&B) / Water Resources / Rural Works / M.I. / C.P.W.D for the following works eventually to be drawn up in the P.W.D F-2 forms in conformity with the Detailed Tender Call Notice. xyxy=(11,1233,749,1258)
gad-adv: ADVERTISEMENT FOR CHIEF MINISTER'S AWARD, 2015-16 xyxy=(762,1374,1134,1416)
term-item: 8. Additional Performance Security Deposit: Additional performance security shall be deposited by the bidder along with Tender paper, when the bid amount is less than the estimated cost put to tender. In such an event, the bidders who have quoted less bid price/rates than the estimated cost put to tender shall have to furnish the exact amount of differential cost. i.e. estimated cost put to tender minus the quoted bid amount as A.P.S.D in shape of Post Office Term Deposit / Short Term Deposit / N.S.C. / KVP / Deposit receipt of any nationalized bank duly pledged in favour of Block Development Officer, Korukonda along with tender paper, otherwise the tender paper is liable for rejection. xyxy=(11,1779,749,1828)
gad-body: No.15-T:- Nominations are invited from intending and eligible Individuals / Groups / Organizations, as per guidelines, for the Chief Minister's Award for Excellence and Innovation in Governance and Public Service Delivery for the year 2015–16. The last date for receipt of nomination forms is 31.10.2016. Other details regarding Nomination Form and Guidelines are available in our website : gaodisha.gov.in/sites/default/files/CM Award for website.pdf. xyxy=(767,1420,1129,1600)
term-item: a. E.M.D pledged in favour of the Block Development Officer, Korukonda. xyxy=(25,1596,336,1608)
table-row: 4. Date & Time of availability of bid document in the portal 07.09.2016 at 11.00 A.M. xyxy=(10,857,366,882)
term-item: e. Attested copy of Caste Certificate issued by competent authorities in case of S.C. / S.T. contractors desirous of availing preference. xyxy=(25,1654,574,1666)
chse-sign-right: Signature of the Applicant xyxy=(1381,2089,1488,2100)
table-row: 7. Date & Time of seeking tender clarification 14.09.2016 at 04.00 PM to 16.09.2016 upto 04.00 PM during the office hour xyxy=(768,1871,1128,1896)
chse-form-addr: PRAJNAPITHA, SAMANTAPUR, BHUBANESWAR - 13 xyxy=(1204,1914,1432,1925)
registration-swatch xyxy=(176,2306,190,2320)
table-row: 2. No. of Tender 01 No. xyxy=(768,1789,1128,1803)
wd1-gov: Government of Orissa xyxy=(92,755,292,777)
chse-form-head-1: COUNCIL OF HIGHER SECONDARY EDUCATION, ODISHA xyxy=(1145,1899,1491,1914)
table-row: 6. Date & Time of availability of Bid document in portal 12.09.2016 at 04.00 PM to 22.09.2016 upto 03.00 PM xyxy=(768,1846,1128,1871)
